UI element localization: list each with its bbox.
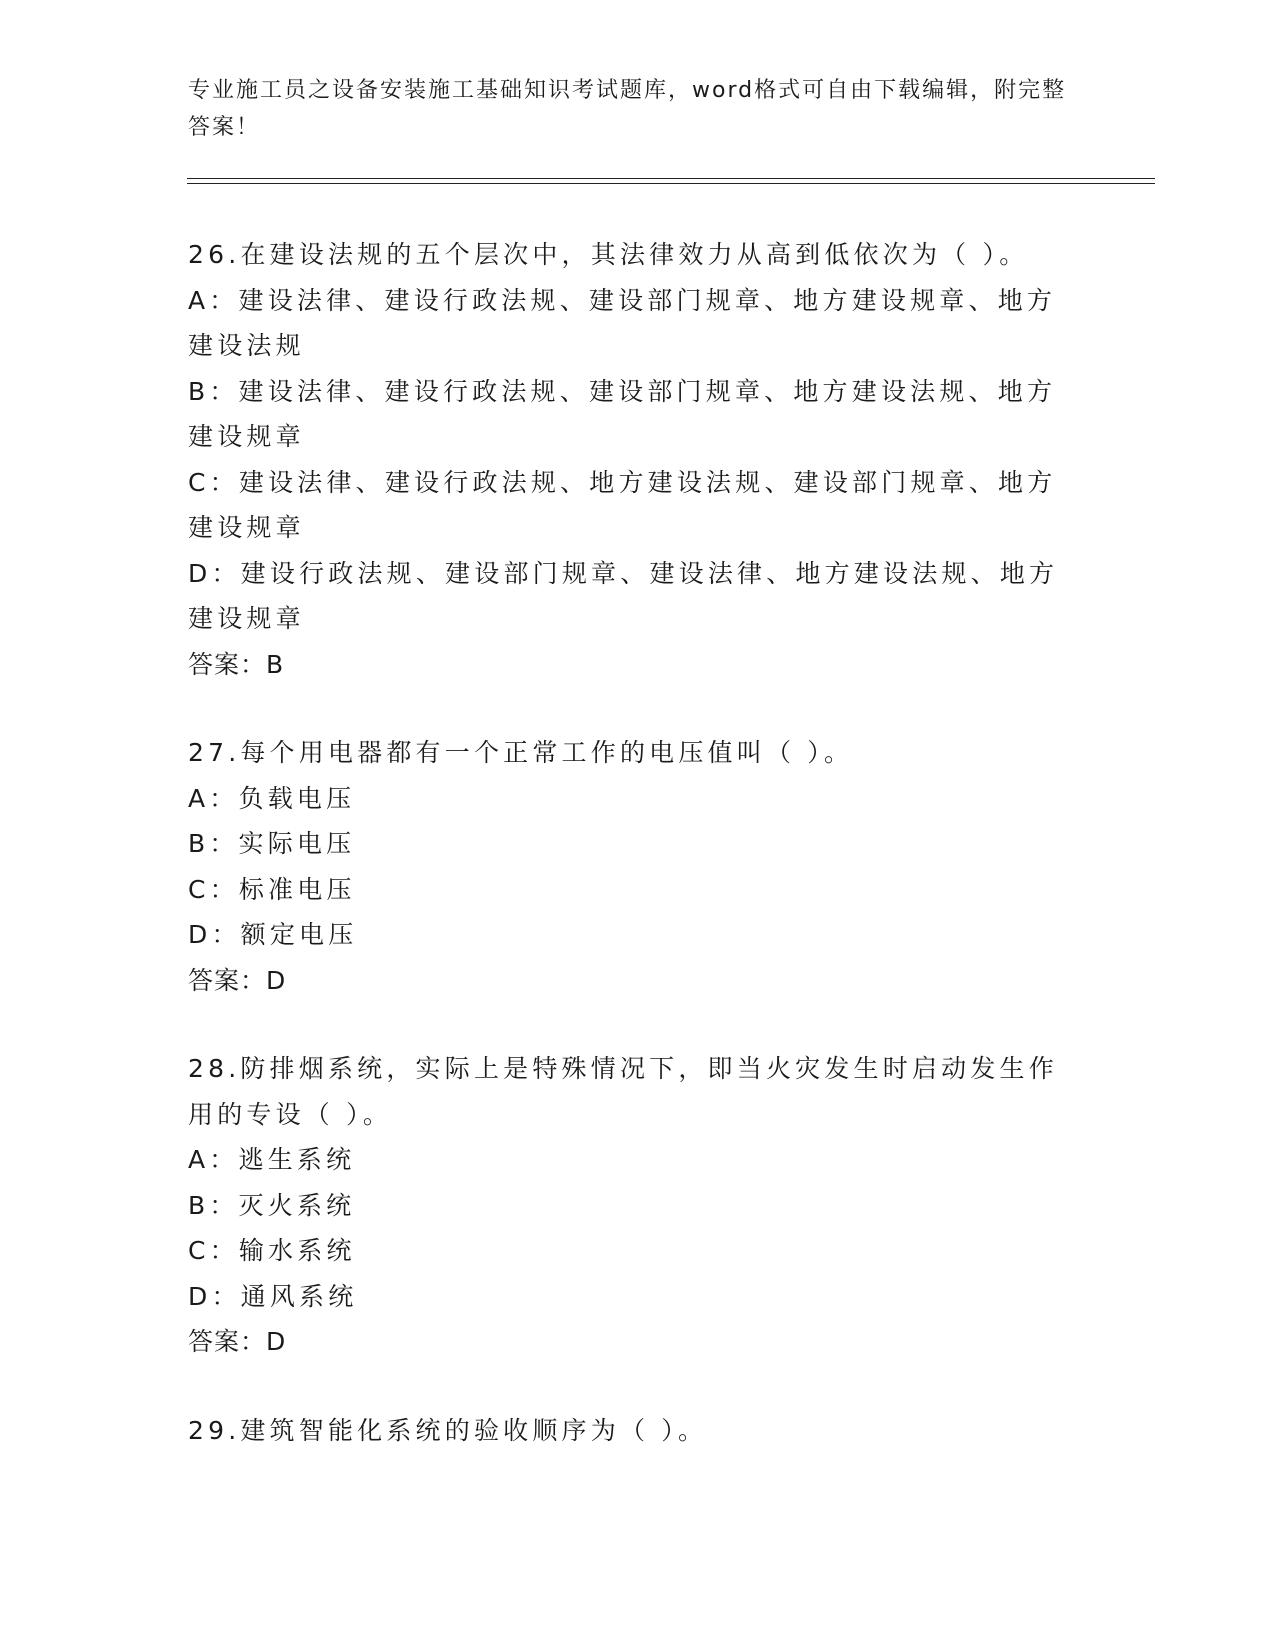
header-rule-top	[187, 178, 1155, 179]
option-c: C：标准电压	[188, 874, 356, 904]
question-stem: 27.每个用电器都有一个正常工作的电压值叫（ ）。	[188, 738, 854, 767]
document-header: 专业施工员之设备安装施工基础知识考试题库，word格式可自由下载编辑，附完整答案！	[188, 78, 1067, 140]
option-d: D：通风系统	[188, 1281, 358, 1311]
answer: 答案：D	[188, 1327, 287, 1356]
option-b: B：灭火系统	[188, 1190, 356, 1220]
option-c: C：建设法律、建设行政法规、地方建设法规、建设部门规章、地方建设规章	[188, 467, 1057, 542]
option-b: B：实际电压	[188, 829, 356, 858]
option-b: B：建设法律、建设行政法规、建设部门规章、地方建设法规、地方建设规章	[188, 376, 1057, 451]
option-d: D：建设行政法规、建设部门规章、建设法律、地方建设法规、地方建设规章	[188, 558, 1059, 633]
question-27	[188, 730, 1078, 1003]
question-stem: 29.建筑智能化系统的验收顺序为（ ）。	[188, 1415, 708, 1445]
option-a: A：负载电压	[188, 783, 356, 813]
header-rule-bottom	[187, 183, 1155, 184]
answer: 答案：D	[188, 965, 287, 995]
answer: 答案：B	[188, 649, 285, 679]
option-c: C：输水系统	[188, 1236, 356, 1265]
question-stem: 28.防排烟系统，实际上是特殊情况下，即当火灾发生时启动发生作用的专设（ ）。	[188, 1054, 1058, 1129]
question-list	[188, 232, 1078, 1496]
option-a: A：建设法律、建设行政法规、建设部门规章、地方建设规章、地方建设法规	[188, 285, 1057, 360]
option-a: A：逃生系统	[188, 1145, 356, 1174]
question-stem: 26.在建设法规的五个层次中，其法律效力从高到低依次为（ ）。	[188, 240, 1029, 269]
question-28	[188, 1046, 1078, 1365]
question-26	[188, 232, 1078, 687]
option-d: D：额定电压	[188, 920, 358, 949]
question-29	[188, 1408, 1078, 1454]
